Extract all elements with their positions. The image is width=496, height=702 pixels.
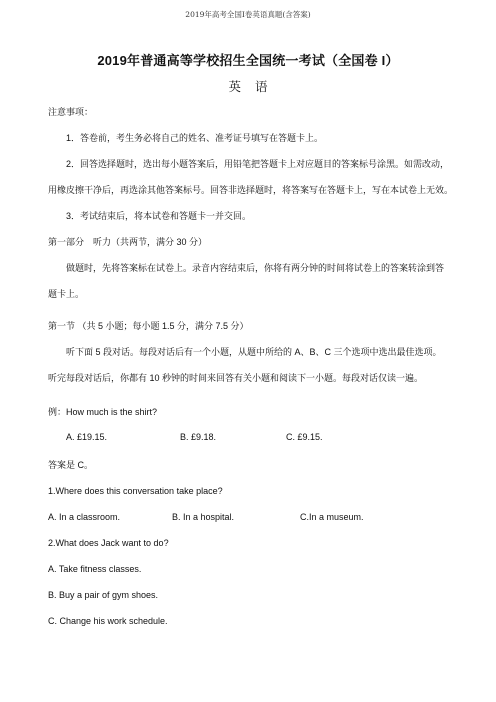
running-header: 2019年高考全国Ⅰ卷英语真题(含答案) (185, 10, 311, 19)
section1-instructions: 听下面 5 段对话。每段对话后有一个小题，从题中所给的 A、B、C 三个选项中选出最佳选项。 (66, 347, 442, 357)
notice-item-2-cont: 用橡皮擦干净后，再选涂其他答案标号。回答非选择题时，将答案写在答题卡上，写在本试卷上无效。 (48, 185, 454, 195)
question-2-option-b: B. Buy a pair of gym shoes. (48, 590, 159, 600)
example-option-a: A. £19.15. (66, 432, 108, 442)
example-option-c: C. £9.15. (286, 432, 323, 442)
page-title: 2019年普通高等学校招生全国统一考试（全国卷 I） (97, 53, 399, 68)
question-2-option-c: C. Change his work schedule. (48, 616, 168, 626)
example-answer: 答案是 C。 (48, 460, 94, 470)
notice-heading: 注意事项： (48, 107, 94, 117)
part1-intro-cont: 题卡上。 (48, 289, 85, 299)
notice-item-2: 2．回答选择题时，选出每小题答案后，用铅笔把答题卡上对应题目的答案标号涂黑。如需改动， (66, 159, 450, 169)
question-1-option-c: C.In a museum. (300, 512, 364, 522)
part1-intro: 做题时，先将答案标在试卷上。录音内容结束后，你将有两分钟的时间将试卷上的答案转涂到答 (66, 263, 445, 273)
notice-item-3: 3．考试结束后，将本试卷和答题卡一并交回。 (66, 211, 252, 221)
example-question: 例：How much is the shirt? (48, 407, 158, 417)
part1-heading: 第一部分 听力（共两节，满分 30 分） (48, 237, 208, 247)
question-1-option-a: A. In a classroom. (48, 512, 121, 522)
question-1: 1.Where does this conversation take place? (48, 486, 223, 496)
question-2-option-a: A. Take fitness classes. (48, 564, 142, 574)
notice-item-1: 1．答卷前，考生务必将自己的姓名、准考证号填写在答题卡上。 (66, 133, 324, 143)
section1-instructions-cont: 听完每段对话后，你都有 10 秒钟的时间来回答有关小题和阅读下一小题。每段对话仅读一遍。 (48, 373, 424, 383)
question-1-option-b: B. In a hospital. (172, 512, 235, 522)
example-option-b: B. £9.18. (180, 432, 217, 442)
subject-title: 英语 (228, 80, 282, 94)
section1-heading: 第一节 （共 5 小题；每小题 1.5 分，满分 7.5 分） (48, 321, 249, 331)
question-2: 2.What does Jack want to do? (48, 538, 169, 548)
